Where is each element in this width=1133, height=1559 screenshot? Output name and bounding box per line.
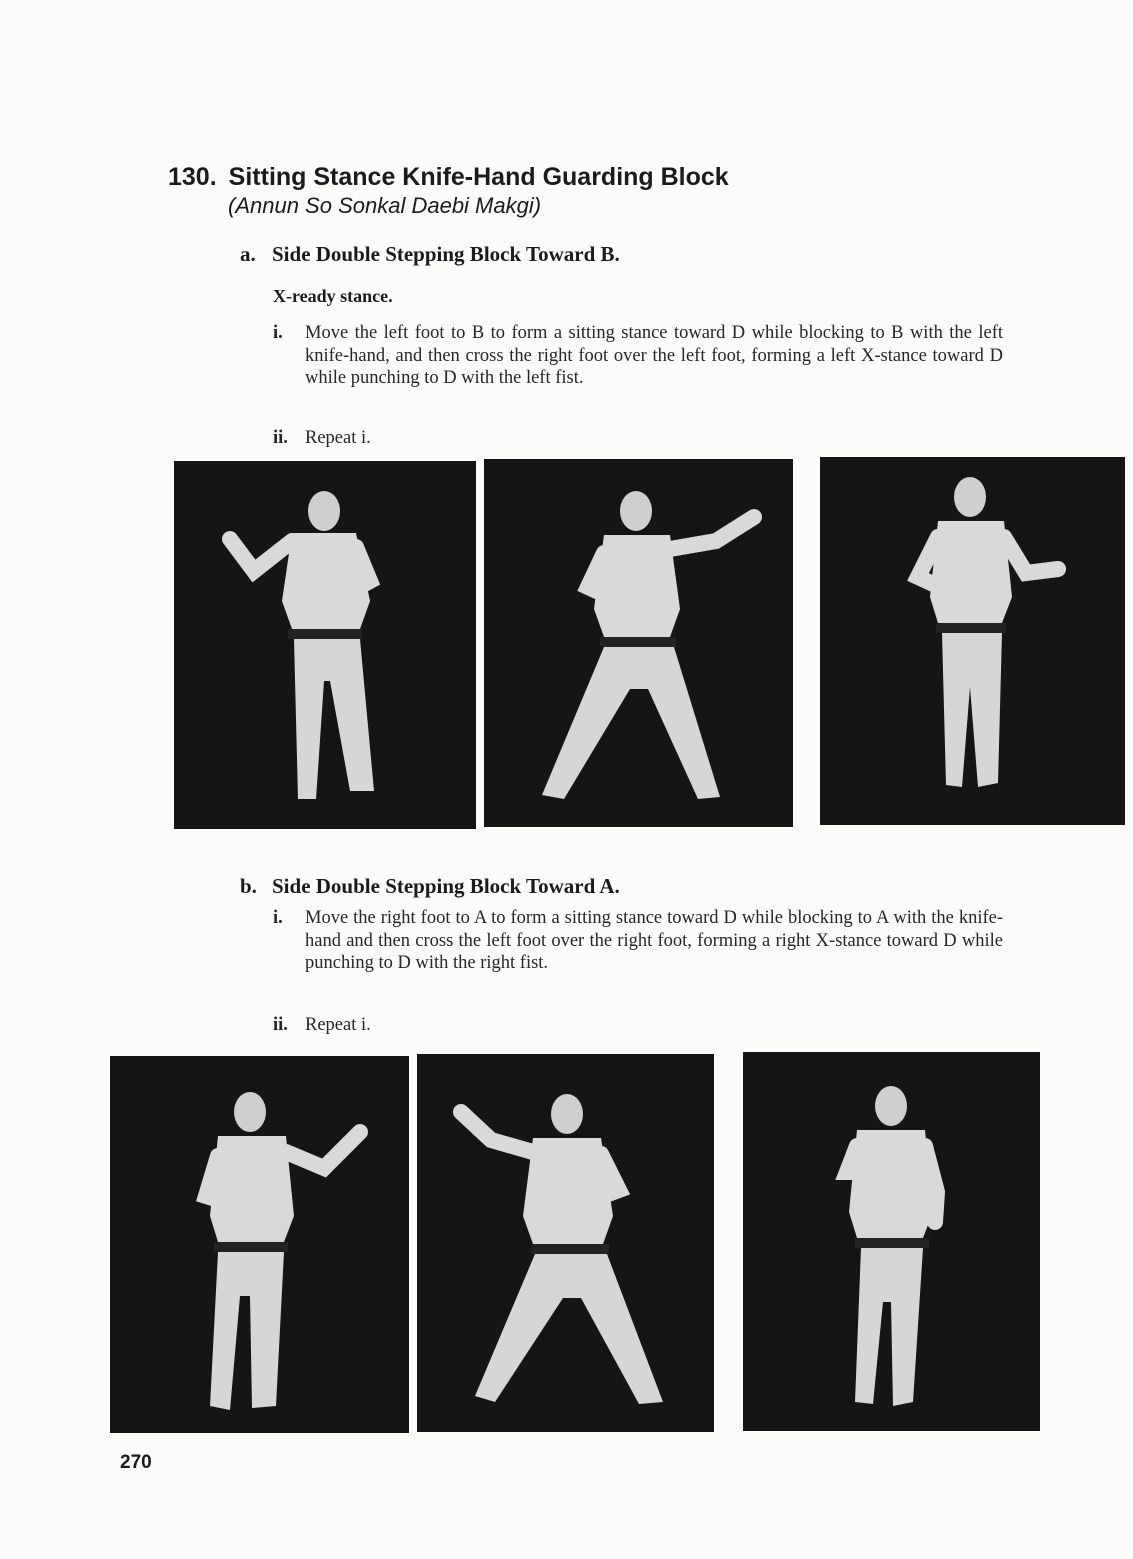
section-a-heading (240, 241, 620, 267)
step-number: i. (273, 908, 283, 928)
martial-artist-figure-icon (417, 1054, 714, 1432)
photo-b-3 (743, 1052, 1040, 1431)
step-text: Repeat i. (305, 1015, 371, 1035)
exercise-title-text: Sitting Stance Knife-Hand Guarding Block (228, 163, 729, 191)
photo-b-2 (417, 1054, 714, 1432)
section-a-step-1 (273, 322, 1003, 390)
martial-artist-figure-icon (484, 459, 793, 827)
section-b-label: b. (240, 874, 257, 898)
martial-artist-figure-icon (110, 1056, 409, 1433)
section-b-title: Side Double Stepping Block Toward A. (272, 874, 620, 898)
section-a-label: a. (240, 242, 256, 266)
section-b-step-1 (273, 907, 1003, 975)
step-text: Move the left foot to B to form a sitting stance toward D while blocking to B with the left knife-hand, and then cross the right foot over the left foot, forming a left X-stance toward D while punching to D with the left fist. (305, 323, 1003, 388)
ready-stance: X-ready stance. (273, 286, 393, 306)
section-a-step-2 (273, 427, 1003, 450)
exercise-subtitle: (Annun So Sonkal Daebi Makgi) (228, 193, 542, 218)
page-number: 270 (120, 1452, 152, 1473)
photo-a-1 (174, 461, 476, 829)
exercise-title (168, 162, 928, 192)
martial-artist-figure-icon (174, 461, 476, 829)
step-text: Move the right foot to A to form a sitting stance toward D while blocking to A with the knife-hand and then cross the left foot over the right foot, forming a right X-stance toward D while punching to D with the right fist. (305, 908, 1003, 973)
step-number: ii. (273, 1015, 288, 1035)
exercise-number: 130. (168, 163, 217, 191)
step-text: Repeat i. (305, 428, 371, 448)
martial-artist-figure-icon (820, 457, 1125, 825)
section-b-step-2 (273, 1014, 1003, 1037)
section-b-heading (240, 873, 620, 899)
photo-b-1 (110, 1056, 409, 1433)
section-a-title: Side Double Stepping Block Toward B. (272, 242, 620, 266)
martial-artist-figure-icon (743, 1052, 1040, 1431)
photo-a-2 (484, 459, 793, 827)
step-number: i. (273, 323, 283, 343)
step-number: ii. (273, 428, 288, 448)
photo-a-3 (820, 457, 1125, 825)
